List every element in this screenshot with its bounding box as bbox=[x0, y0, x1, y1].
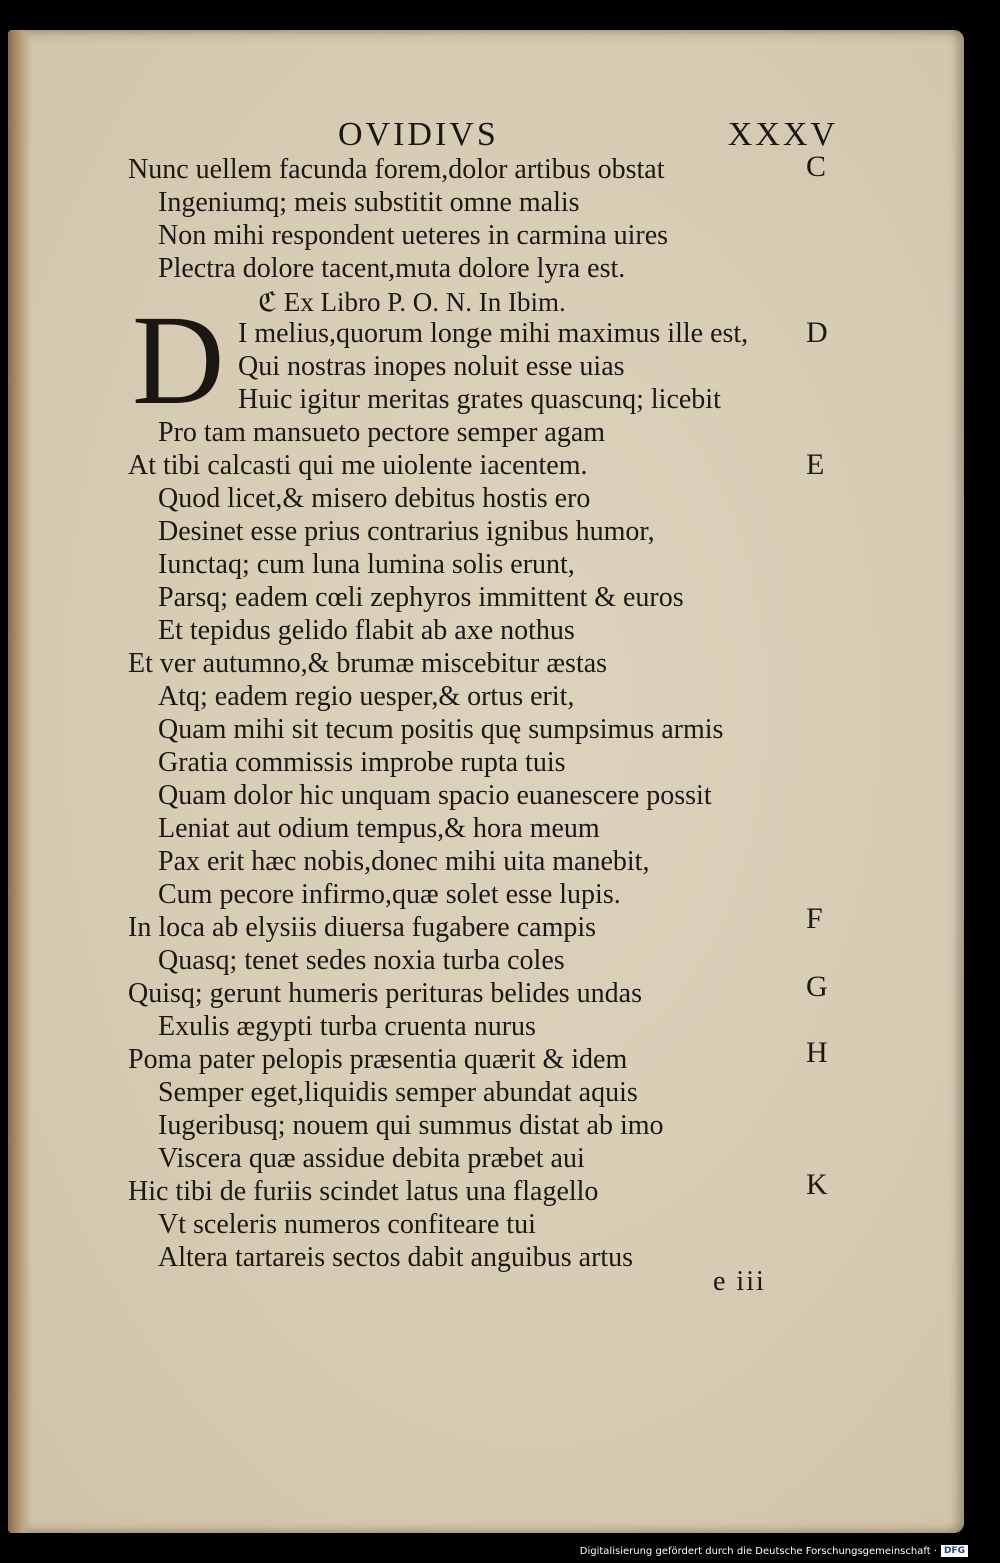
margin-letter: C bbox=[806, 150, 827, 183]
verse-line: Quasq; tenet sedes noxia turba coles bbox=[158, 945, 565, 976]
verse-line: Iunctaq; cum luna lumina solis erunt, bbox=[158, 549, 575, 580]
verse-line: Atq; eadem regio uesper,& ortus erit, bbox=[158, 681, 575, 712]
verse-line: Quod licet,& misero debitus hostis ero bbox=[158, 483, 591, 514]
verse-line: Qui nostras inopes noluit esse uias bbox=[238, 351, 625, 382]
verse-line: At tibi calcasti qui me uiolente iacentem. bbox=[128, 450, 588, 481]
verse-line: Semper eget,liquidis semper abundat aquis bbox=[158, 1077, 638, 1108]
verse-line: Pro tam mansueto pectore semper agam bbox=[158, 417, 606, 448]
verse-line: Leniat aut odium tempus,& hora meum bbox=[158, 813, 600, 844]
verse-line: Altera tartareis sectos dabit anguibus artus bbox=[158, 1242, 634, 1273]
verse-line: Vt sceleris numeros confiteare tui bbox=[158, 1209, 536, 1240]
verse-line: Poma pater pelopis præsentia quærit & idem bbox=[128, 1044, 628, 1075]
folio-number: XXXV bbox=[727, 116, 838, 153]
verse-line: Iugeribusq; nouem qui summus distat ab imo bbox=[158, 1110, 664, 1141]
verse-line: I melius,quorum longe mihi maximus ille est, bbox=[238, 318, 749, 349]
margin-letter: H bbox=[806, 1036, 828, 1069]
margin-letter: K bbox=[806, 1168, 828, 1201]
margin-letter: F bbox=[806, 902, 823, 935]
verse-line: Huic igitur meritas grates quascunq; licebit bbox=[238, 384, 721, 415]
drop-capital: D bbox=[132, 289, 225, 431]
signature-mark: e iii bbox=[713, 1266, 766, 1297]
verse-line: Plectra dolore tacent,muta dolore lyra est. bbox=[158, 253, 626, 284]
verse-line: Et ver autumno,& brumæ miscebitur æstas bbox=[128, 648, 608, 679]
verse-line: Quam mihi sit tecum positis quę sumpsimus armis bbox=[158, 714, 724, 745]
verse-line: Cum pecore infirmo,quæ solet esse lupis. bbox=[158, 879, 621, 910]
verse-line: Gratia commissis improbe rupta tuis bbox=[158, 747, 566, 778]
dfg-logo: DFG bbox=[941, 1545, 968, 1557]
verse-line: Desinet esse prius contrarius ignibus humor, bbox=[158, 516, 655, 547]
verse-line: In loca ab elysiis diuersa fugabere campis bbox=[128, 912, 597, 943]
verse-line: Non mihi respondent ueteres in carmina uires bbox=[158, 220, 669, 251]
margin-letter: D bbox=[806, 316, 828, 349]
digitization-credit bbox=[580, 1545, 968, 1557]
verse-line: Viscera quæ assidue debita præbet aui bbox=[158, 1143, 585, 1174]
verse-line: Quam dolor hic unquam spacio euanescere possit bbox=[158, 780, 712, 811]
credit-text: Digitalisierung gefördert durch die Deutsche Forschungsgemeinschaft · bbox=[579, 1545, 937, 1557]
verse-line: Ingeniumq; meis substitit omne malis bbox=[158, 187, 580, 218]
poem-text-block bbox=[8, 30, 964, 1533]
verse-line: Quisq; gerunt humeris perituras belides undas bbox=[128, 978, 643, 1009]
verse-line: Nunc uellem facunda forem,dolor artibus obstat bbox=[128, 154, 665, 185]
verse-line: Hic tibi de furiis scindet latus una flagello bbox=[128, 1176, 599, 1207]
verse-line: Et tepidus gelido flabit ab axe nothus bbox=[158, 615, 575, 646]
verse-line: Exulis ægypti turba cruenta nurus bbox=[158, 1011, 536, 1042]
section-heading: ℭ Ex Libro P. O. N. In Ibim. bbox=[258, 287, 566, 317]
margin-letter: E bbox=[806, 448, 825, 481]
verse-line: Pax erit hæc nobis,donec mihi uita manebit, bbox=[158, 846, 650, 877]
book-page bbox=[8, 30, 964, 1533]
margin-letter: G bbox=[806, 970, 828, 1003]
verse-line: Parsq; eadem cœli zephyros immittent & euros bbox=[158, 582, 684, 613]
running-title: OVIDIVS bbox=[338, 116, 499, 153]
